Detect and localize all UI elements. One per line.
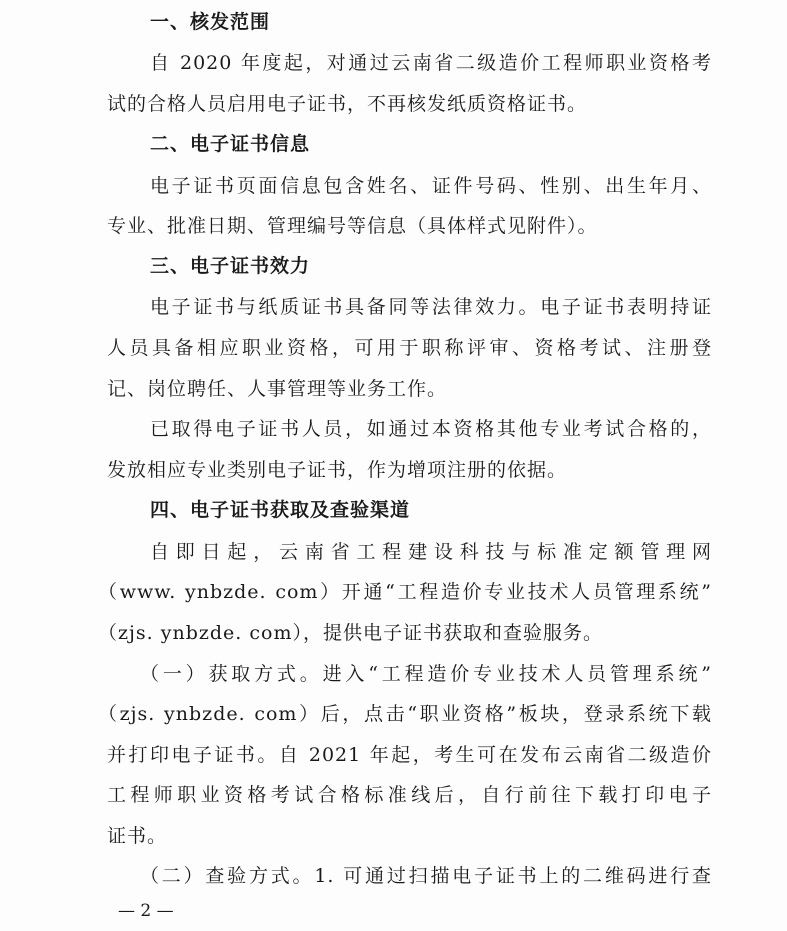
section-3-heading: 三、电子证书效力 bbox=[150, 255, 311, 277]
section-4-line-6: 并打印电子证书。自 2021 年起，考生可在发布云南省二级造价 bbox=[107, 744, 712, 766]
section-3-line-1: 电子证书与纸质证书具备同等法律效力。电子证书表明持证 bbox=[150, 296, 712, 318]
section-4-line-2: （www. ynbzde. com）开通“工程造价专业技术人员管理系统” bbox=[98, 581, 712, 603]
section-4-line-7: 工程师职业资格考试合格标准线后，自行前往下载打印电子 bbox=[107, 784, 712, 806]
section-4-heading: 四、电子证书获取及查验渠道 bbox=[150, 499, 411, 521]
section-4-line-5: （zjs. ynbzde. com）后，点击“职业资格”板块，登录系统下载 bbox=[98, 703, 712, 725]
section-3-line-4: 已取得电子证书人员，如通过本资格其他专业考试合格的， bbox=[150, 418, 712, 440]
section-4-line-3: （zjs. ynbzde. com），提供电子证书获取和查验服务。 bbox=[98, 622, 603, 644]
section-3-line-3: 记、岗位聘任、人事管理等业务工作。 bbox=[107, 378, 448, 400]
section-2-heading: 二、电子证书信息 bbox=[150, 133, 311, 155]
section-4-line-1: 自即日起，云南省工程建设科技与标准定额管理网 bbox=[150, 541, 712, 563]
section-3-line-5: 发放相应专业类别电子证书，作为增项注册的依据。 bbox=[107, 459, 568, 481]
section-1-line-2: 试的合格人员启用电子证书，不再核发纸质资格证书。 bbox=[107, 93, 588, 115]
section-4-line-4: （一）获取方式。进入“工程造价专业技术人员管理系统” bbox=[140, 663, 712, 685]
section-3-line-2: 人员具备相应职业资格，可用于职称评审、资格考试、注册登 bbox=[107, 337, 712, 359]
section-2-line-2: 专业、批准日期、管理编号等信息（具体样式见附件）。 bbox=[107, 215, 598, 237]
section-1-line-1: 自 2020 年度起，对通过云南省二级造价工程师职业资格考 bbox=[150, 52, 712, 74]
section-4-line-8: 证书。 bbox=[107, 825, 168, 847]
section-2-line-1: 电子证书页面信息包含姓名、证件号码、性别、出生年月、 bbox=[150, 175, 712, 197]
section-1-heading: 一、核发范围 bbox=[150, 11, 271, 33]
section-4-line-9: （二）查验方式。1. 可通过扫描电子证书上的二维码进行查 bbox=[140, 865, 712, 887]
page-number: — 2 — bbox=[118, 901, 174, 921]
